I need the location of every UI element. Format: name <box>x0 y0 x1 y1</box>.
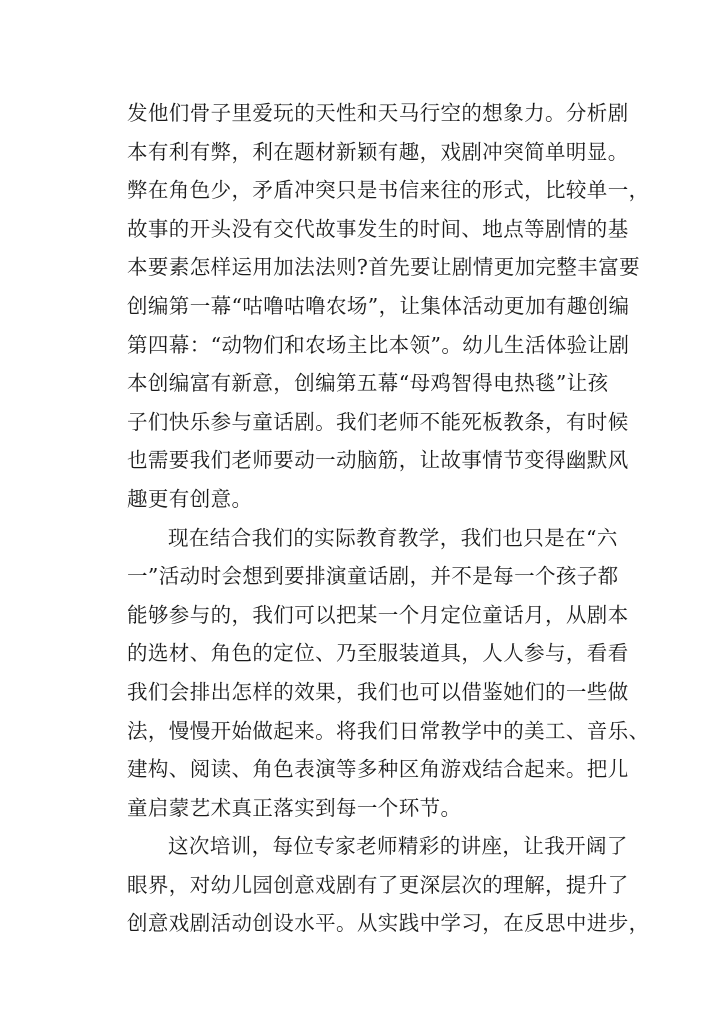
text-line: 我们会排出怎样的效果，我们也可以借鉴她们的一些做 <box>127 679 629 704</box>
document-body <box>127 94 650 943</box>
text-line: 子们快乐参与童话剧。我们老师不能死板教条，有时候 <box>127 409 629 434</box>
text-line: 本创编富有新意，创编第五幕“母鸡智得电热毯”让孩 <box>127 371 609 396</box>
text-line: 本要素怎样运用加法法则?首先要让剧情更加完整丰富要 <box>127 255 640 280</box>
text-line: 也需要我们老师要动一动脑筋，让故事情节变得幽默风 <box>127 448 629 473</box>
paragraph-2 <box>127 519 650 828</box>
text-line: 创编第一幕“咕噜咕噜农场”，让集体活动更加有趣创编 <box>127 293 630 318</box>
text-line: 一”活动时会想到要排演童话剧，并不是每一个孩子都 <box>127 564 619 589</box>
text-line: 创意戏剧活动创设水平。从实践中学习，在反思中进步， <box>127 911 650 936</box>
text-line: 法，慢慢开始做起来。将我们日常教学中的美工、音乐、 <box>127 718 650 743</box>
text-line: 能够参与的，我们可以把某一个月定位童话月，从剧本 <box>127 602 629 627</box>
paragraph-3 <box>127 827 650 943</box>
text-line: 现在结合我们的实际教育教学，我们也只是在“六 <box>168 525 618 550</box>
text-line: 眼界，对幼儿园创意戏剧有了更深层次的理解，提升了 <box>127 872 629 897</box>
paragraph-1 <box>127 94 650 519</box>
text-line: 趣更有创意。 <box>127 486 253 511</box>
text-line: 建构、阅读、角色表演等多种区角游戏结合起来。把儿 <box>127 757 629 782</box>
text-line: 第四幕：“动物们和农场主比本领”。幼儿生活体验让剧 <box>127 332 630 357</box>
text-line: 发他们骨子里爱玩的天性和天马行空的想象力。分析剧 <box>127 101 629 125</box>
text-line: 这次培训，每位专家老师精彩的讲座，让我开阔了 <box>168 834 628 859</box>
text-line: 本有利有弊，利在题材新颖有趣，戏剧冲突简单明显。 <box>127 139 629 164</box>
text-line: 的选材、角色的定位、乃至服装道具，人人参与，看看 <box>127 641 629 666</box>
text-line: 弊在角色少，矛盾冲突只是书信来往的形式，比较单一， <box>127 178 650 203</box>
text-line: 故事的开头没有交代故事发生的时间、地点等剧情的基 <box>127 216 629 241</box>
text-line: 童启蒙艺术真正落实到每一个环节。 <box>127 795 462 820</box>
